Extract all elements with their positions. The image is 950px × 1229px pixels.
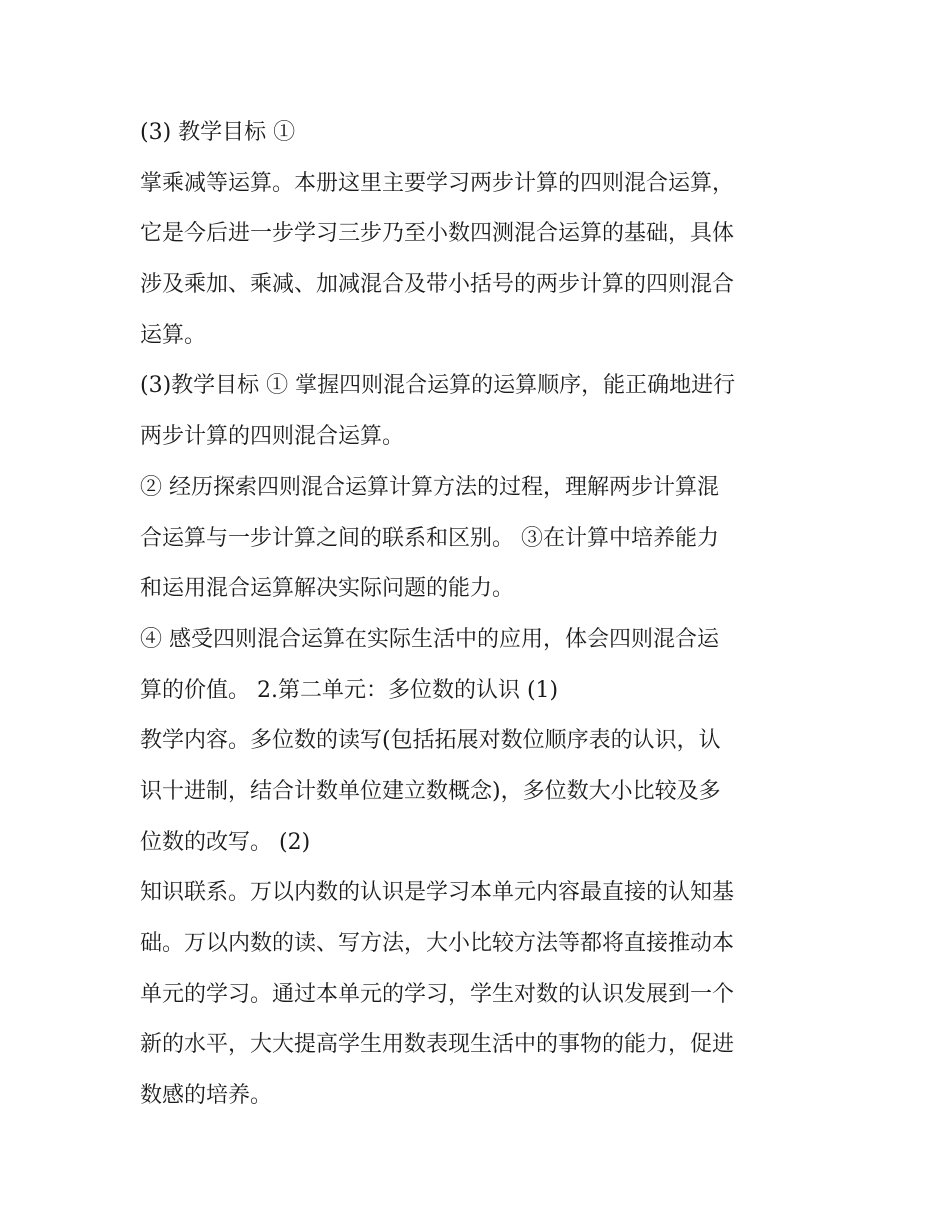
text-line: 运算。 — [140, 322, 207, 348]
text-line: 教学内容。多位数的读写(包括拓展对数位顺序表的认识，认 — [140, 728, 721, 754]
text-line: 数感的培养。 — [140, 1083, 273, 1109]
text-line: 它是今后进一步学习三步乃至小数四测混合运算的基础，具体 — [140, 221, 735, 247]
text-line: 掌乘减等运算。本册这里主要学习两步计算的四则混合运算， — [140, 170, 735, 196]
text-line: 算的价值。 2.第二单元：多位数的认识 (1) — [140, 677, 559, 703]
text-line: ② 经历探索四则混合运算计算方法的过程，理解两步计算混 — [140, 474, 719, 500]
text-line: 和运用混合运算解决实际问题的能力。 — [140, 576, 515, 602]
text-line: 位数的改写。 (2) — [140, 829, 311, 855]
text-line: 涉及乘加、乘减、加减混合及带小括号的两步计算的四则混合 — [140, 272, 735, 298]
text-line: 础。万以内数的读、写方法，大小比较方法等都将直接推动本 — [140, 931, 735, 956]
text-line: 新的水平，大大提高学生用数表现生活中的事物的能力，促进 — [140, 1032, 735, 1058]
text-line: 知识联系。万以内数的认识是学习本单元内容最直接的认知基 — [140, 880, 735, 906]
text-line: (3) 教学目标 ① — [140, 120, 296, 145]
document-body — [140, 108, 820, 1122]
text-line: 单元的学习。通过本单元的学习，学生对数的认识发展到一个 — [140, 981, 735, 1007]
text-line: ④ 感受四则混合运算在实际生活中的应用，体会四则混合运 — [140, 626, 719, 652]
text-line: (3)教学目标 ① 掌握四则混合运算的运算顺序，能正确地进行 — [140, 373, 736, 399]
text-line: 两步计算的四则混合运算。 — [140, 424, 405, 450]
text-line: 识十进制，结合计数单位建立数概念)，多位数大小比较及多 — [140, 778, 721, 804]
text-line: 合运算与一步计算之间的联系和区别。 ③在计算中培养能力 — [140, 525, 719, 551]
